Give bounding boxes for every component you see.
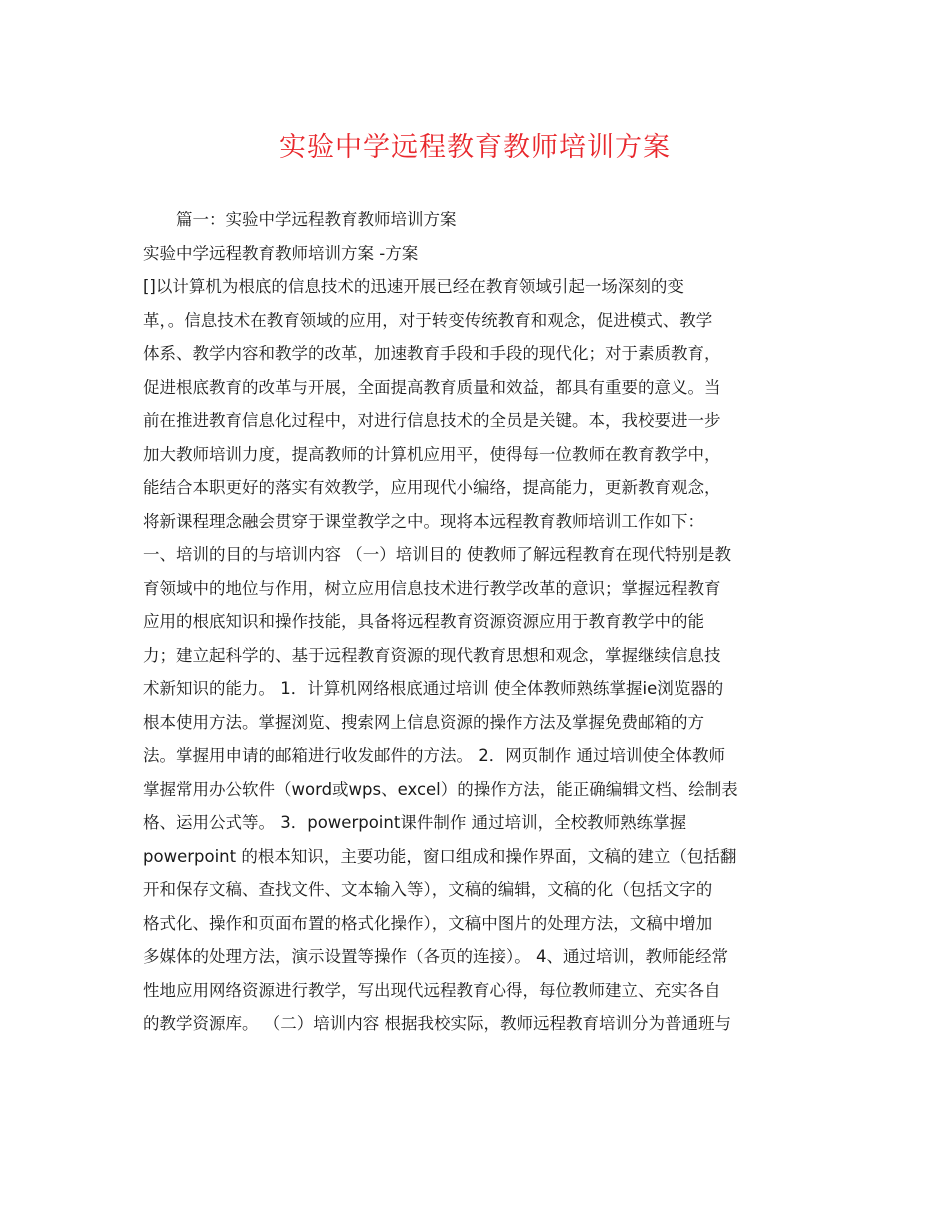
body-line: 促进根底教育的改革与开展，全面提高教育质量和效益，都具有重要的意义。当 bbox=[143, 377, 721, 397]
body-line: 前在推进教育信息化过程中，对进行信息技术的全员是关键。本，我校要进一步 bbox=[143, 411, 721, 430]
body-line: 篇一：实验中学远程教育教师培训方案 bbox=[176, 210, 457, 229]
body-line: 一、培训的目的与培训内容 （一）培训目的 使教师了解远程教育在现代特别是教 bbox=[143, 545, 731, 564]
body-line: 体系、教学内容和教学的改革，加速教育手段和手段的现代化；对于素质教育， bbox=[143, 344, 721, 363]
body-line: 开和保存文稿、查找文件、文本输入等），文稿的编辑，文稿的化（包括文字的 bbox=[143, 880, 713, 899]
body-line: 实验中学远程教育教师培训方案 -方案 bbox=[143, 243, 419, 263]
body-line: powerpoint 的根本知识，主要功能，窗口组成和操作界面，文稿的建立（包括翻 bbox=[143, 846, 737, 866]
body-line: 格、运用公式等。 3．powerpoint课件制作 通过培训，全校教师熟练掌握 bbox=[143, 813, 687, 832]
body-line: 的教学资源库。 （二）培训内容 根据我校实际，教师远程教育培训分为普通班与 bbox=[143, 1014, 731, 1033]
body-line: 性地应用网络资源进行教学，写出现代远程教育心得，每位教师建立、充实各自 bbox=[143, 980, 721, 1000]
body-line: []以计算机为根底的信息技术的迅速开展已经在教育领域引起一场深刻的变 bbox=[143, 277, 684, 296]
body-line: 根本使用方法。掌握浏览、搜索网上信息资源的操作方法及掌握免费邮箱的方 bbox=[143, 712, 704, 732]
body-line: 力；建立起科学的、基于远程教育资源的现代教育思想和观念，掌握继续信息技 bbox=[143, 645, 721, 665]
body-line: 育领域中的地位与作用，树立应用信息技术进行教学改革的意识；掌握远程教育 bbox=[143, 578, 721, 598]
body-line: 革，。信息技术在教育领域的应用，对于转变传统教育和观念，促进模式、教学 bbox=[143, 310, 713, 330]
document-title: 实验中学远程教育教师培训方案 bbox=[279, 132, 671, 163]
body-line: 多媒体的处理方法，演示设置等操作（各页的连接）。 4、通过培训，教师能经常 bbox=[143, 947, 728, 966]
body-line: 将新课程理念融会贯穿于课堂教学之中。现将本远程教育教师培训工作如下： bbox=[143, 511, 704, 531]
body-line: 掌握常用办公软件（word或wps、excel）的操作方法，能正确编辑文档、绘制表 bbox=[143, 779, 738, 799]
body-line: 加大教师培训力度，提高教师的计算机应用平，使得每一位教师在教育教学中， bbox=[143, 444, 721, 464]
body-line: 应用的根底知识和操作技能，具备将远程教育资源资源应用于教育教学中的能 bbox=[143, 612, 704, 631]
body-line: 法。掌握用申请的邮箱进行收发邮件的方法。 2．网页制作 通过培训使全体教师 bbox=[143, 746, 725, 765]
body-line: 格式化、操作和页面布置的格式化操作），文稿中图片的处理方法，文稿中增加 bbox=[143, 913, 713, 933]
body-line: 能结合本职更好的落实有效教学，应用现代小编络，提高能力，更新教育观念， bbox=[143, 478, 721, 497]
body-line: 术新知识的能力。 1．计算机网络根底通过培训 使全体教师熟练掌握ie浏览器的 bbox=[143, 679, 724, 698]
document-body bbox=[143, 203, 803, 1041]
